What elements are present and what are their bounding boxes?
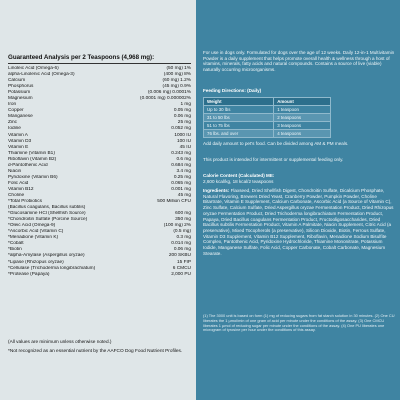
nutrient-value: 600 mg bbox=[175, 211, 191, 217]
nutrient-name: Folic Acid bbox=[8, 180, 29, 186]
directions-panel bbox=[196, 0, 400, 400]
nutrient-value: (400 mg) 8% bbox=[163, 72, 191, 78]
nutrient-list bbox=[8, 66, 191, 278]
nutrient-name: Copper bbox=[8, 108, 24, 114]
feeding-table-header bbox=[204, 98, 331, 106]
nutrient-value: 0.001 mg bbox=[171, 186, 191, 192]
guaranteed-analysis-panel bbox=[0, 0, 196, 400]
nutrient-name: Vitamin B12 bbox=[8, 186, 34, 192]
nutrient-name: *Biotin bbox=[8, 247, 22, 253]
nutrient-name: Calcium bbox=[8, 78, 26, 84]
nutrient-name: alpha-Linolenic Acid (Omega-3) bbox=[8, 72, 75, 78]
weight-column-header: Weight bbox=[204, 98, 274, 106]
nutrient-name: Iron bbox=[8, 102, 17, 108]
guaranteed-analysis-title: Guaranteed Analysis per 2 Teaspoons (4,968 mg): bbox=[8, 54, 155, 61]
nutrient-name: Vitamin A bbox=[8, 132, 28, 138]
nutrient-name: *alpha-Amylase (Aspergillus oryzae) bbox=[8, 253, 85, 259]
nutrient-name: Vitamin D3 bbox=[8, 138, 32, 144]
aafco-note: *Not recognized as an essential nutrient by the AAFCO Dog Food Nutrient Profiles. bbox=[8, 348, 183, 354]
nutrient-value: 0.06 mg bbox=[173, 247, 191, 253]
minimum-values-note: (All values are minimum unless otherwise noted.) bbox=[8, 340, 112, 345]
feeding-table bbox=[203, 97, 331, 138]
weight-cell: 31 to 50 lbs bbox=[204, 114, 274, 122]
nutrient-name: *Chondroitin Sulfate (Porcine Source) bbox=[8, 217, 88, 223]
nutrient-value: (45 mg) 0.9% bbox=[162, 84, 191, 90]
nutrient-name: Phosphorus bbox=[8, 84, 34, 90]
nutrient-name: Riboflavin (Vitamin B2) bbox=[8, 156, 57, 162]
ingredients-heading: Ingredients: bbox=[203, 188, 230, 193]
nutrient-name: *Glucosamine HCl (Shellfish Source) bbox=[8, 211, 86, 217]
calorie-heading: Calorie Content (Calculated) ME: bbox=[203, 173, 275, 178]
nutrient-name: *Ascorbic Acid (Vitamin C) bbox=[8, 229, 64, 235]
nutrient-name: *Menadione (Vitamin K) bbox=[8, 235, 59, 241]
nutrient-value: (0.5 mg) bbox=[173, 229, 191, 235]
nutrient-value: 2,000 PU bbox=[171, 271, 191, 277]
nutrient-value: 100 IU bbox=[177, 138, 191, 144]
nutrient-name: Choline bbox=[8, 192, 25, 198]
nutrient-name: Zinc bbox=[8, 120, 17, 126]
nutrient-name: (Bacillus coagulans, Bacillus subtilis) bbox=[8, 205, 86, 211]
nutrient-value: 0.25 mg bbox=[173, 174, 191, 180]
table-row bbox=[204, 114, 331, 122]
nutrient-name: Thiamine (Vitamin B1) bbox=[8, 150, 55, 156]
weight-cell: 76 lbs. and over bbox=[204, 130, 274, 138]
nutrient-name: *Lipase (Rhizopus oryzae) bbox=[8, 259, 64, 265]
nutrient-name: *Cellulase (Trichoderma longibrachiatum) bbox=[8, 265, 96, 271]
analysis-footnotes bbox=[8, 340, 191, 357]
serving-instructions: Add daily amount to pet's food. Can be divided among AM & PM meals. bbox=[203, 141, 349, 146]
nutrient-value: 0.6 mg bbox=[176, 156, 191, 162]
product-statement: This product is intended for intermittent or supplemental feeding only. bbox=[203, 157, 344, 162]
nutrient-name: d-Pantothenic Acid bbox=[8, 162, 48, 168]
nutrient-value: 45 mg bbox=[177, 192, 191, 198]
nutrient-value: 3.4 mg bbox=[176, 168, 191, 174]
nutrient-value: 500 Million CFU bbox=[157, 199, 191, 205]
nutrient-name: Linoleic Acid (Omega-6) bbox=[8, 66, 59, 71]
title-divider bbox=[8, 63, 191, 64]
nutrient-value: 1 mg bbox=[180, 102, 191, 108]
nutrient-value: (0.006 mg) 0.0001% bbox=[147, 90, 191, 96]
ingredients-list: Flaxseed, Dried Shellfish Digest, Chondroitin Sulfate, Dicalcium Phosphate, Natural Flavoring, Brewers Dried Yeast, Cranberry Powder, Pumpkin Powder, Choline Bitartrate, Vitamin E Supplement, Calcium Carbonate, Ascorbic Acid (a Source of Vitamin C), Zinc Sulfate, Calcium Sulfate, Dried Aspergillus oryzae Fermentation Product, Dried Rhizopus oryzae Fermentation Product, Dried Trichoderma longibrachiatum Fermentation Product, Papaya, Dried Bacillus coagulans Fermentation Product, Fructooligosaccharides, Dried Bacillus subtilis Fermentation Product, Vitamin A Palmitate, Niacin Supplement, Citric Acid (a preservative), Mixed Tocopherols (a preservative), Silicon Dioxide, Biotin, Ferrous Sulfate, Vitamin D3 Supplement, Vitamin B12 Supplement, Riboflavin, Menadione Sodium Bisulfite Complex, Pantothenic Acid, Pyridoxine Hydrochloride, Thiamine Mononitrate, Potassium Iodide, Manganese Sulfate, Folic Acid, Copper Carbonate, Cobalt Carbonate, Magnesium Stearate. bbox=[203, 188, 394, 256]
intro-text: For use in dogs only. Formulated for dogs over the age of 12 weeks. Daily 12-in-1 Multivitamin Powder is a daily supplement that helps promote overall health & wellness through a host of vitamins, minerals, fatty acids and natural compounds. Contains a source of live (viable) naturally occurring microorganisms. bbox=[203, 50, 395, 73]
nutrient-name: Vitamin E bbox=[8, 144, 29, 150]
nutrient-value: (60 mg) 1.2% bbox=[162, 78, 191, 84]
amount-column-header: Amount bbox=[274, 98, 331, 106]
nutrient-value: 0.05 mg bbox=[173, 108, 191, 114]
nutrient-name: Potassium bbox=[8, 90, 31, 96]
nutrient-value: 15 FIP bbox=[177, 259, 191, 265]
enzyme-footnote: (1) The 3000 unit is based on form (1) mg of reducing sugars from fat starch solution in 30 minutes. (2) One CU liberates the 1 µmol/min of one gram of acid per minute under the conditions of the assay. (3) One CMCU liberates 1 µmol of reducing sugar per minute under the conditions of the assay. (4) One PU liberates one microgram of tyrosine per hour under the conditions of this assay. bbox=[203, 313, 395, 333]
nutrient-name: Niacin bbox=[8, 168, 22, 174]
nutrient-value: 0.014 mg bbox=[171, 241, 191, 247]
nutrient-value: 25 mg bbox=[177, 120, 191, 126]
nutrient-row bbox=[8, 272, 191, 278]
nutrient-value: 0.065 mg bbox=[171, 180, 191, 186]
table-row bbox=[204, 122, 331, 130]
nutrient-name: *Total Probiotics bbox=[8, 199, 43, 205]
nutrient-value: 45 IU bbox=[179, 144, 191, 150]
nutrient-value: 0.684 mg bbox=[171, 162, 191, 168]
nutrient-name: *Protease (Papaya) bbox=[8, 271, 50, 277]
weight-cell: Up to 30 lbs bbox=[204, 106, 274, 114]
nutrient-value: 0.06 mg bbox=[173, 114, 191, 120]
table-row bbox=[204, 106, 331, 114]
nutrient-value: 200 SKBU bbox=[168, 253, 191, 259]
nutrient-value: (100 mg) 2% bbox=[163, 223, 191, 229]
calorie-value: 2,600 kcal/kg, 18 kcal/2 teaspoons bbox=[203, 179, 274, 184]
feeding-directions-heading: Feeding Directions: (Daily) bbox=[203, 88, 262, 93]
nutrient-name: Iodine bbox=[8, 126, 21, 132]
nutrient-value: (0.0001 mg) 0.000002% bbox=[140, 96, 191, 102]
nutrient-name: Manganese bbox=[8, 114, 33, 120]
table-row bbox=[204, 130, 331, 138]
amount-cell: 1 teaspoon bbox=[274, 106, 331, 114]
weight-cell: 51 to 75 lbs bbox=[204, 122, 274, 130]
nutrient-name: *Oleic Acid (Omega-9) bbox=[8, 223, 56, 229]
nutrient-name: Pyridoxine (Vitamin B6) bbox=[8, 174, 58, 180]
nutrient-name: *Cobalt bbox=[8, 241, 24, 247]
nutrient-value: 6 CMCU bbox=[172, 265, 191, 271]
nutrient-value: (50 mg) 1% bbox=[166, 66, 191, 71]
nutrient-value: 1000 IU bbox=[174, 132, 191, 138]
nutrient-name: Magnesium bbox=[8, 96, 33, 102]
nutrient-value: 350 mg bbox=[175, 217, 191, 223]
amount-cell: 2 teaspoons bbox=[274, 114, 331, 122]
nutrient-value: 0.3 mg bbox=[176, 235, 191, 241]
amount-cell: 4 teaspoons bbox=[274, 130, 331, 138]
amount-cell: 3 teaspoons bbox=[274, 122, 331, 130]
nutrient-value: 0.052 mg bbox=[171, 126, 191, 132]
nutrient-value: 0.243 mg bbox=[171, 150, 191, 156]
ingredients-block bbox=[203, 188, 395, 256]
